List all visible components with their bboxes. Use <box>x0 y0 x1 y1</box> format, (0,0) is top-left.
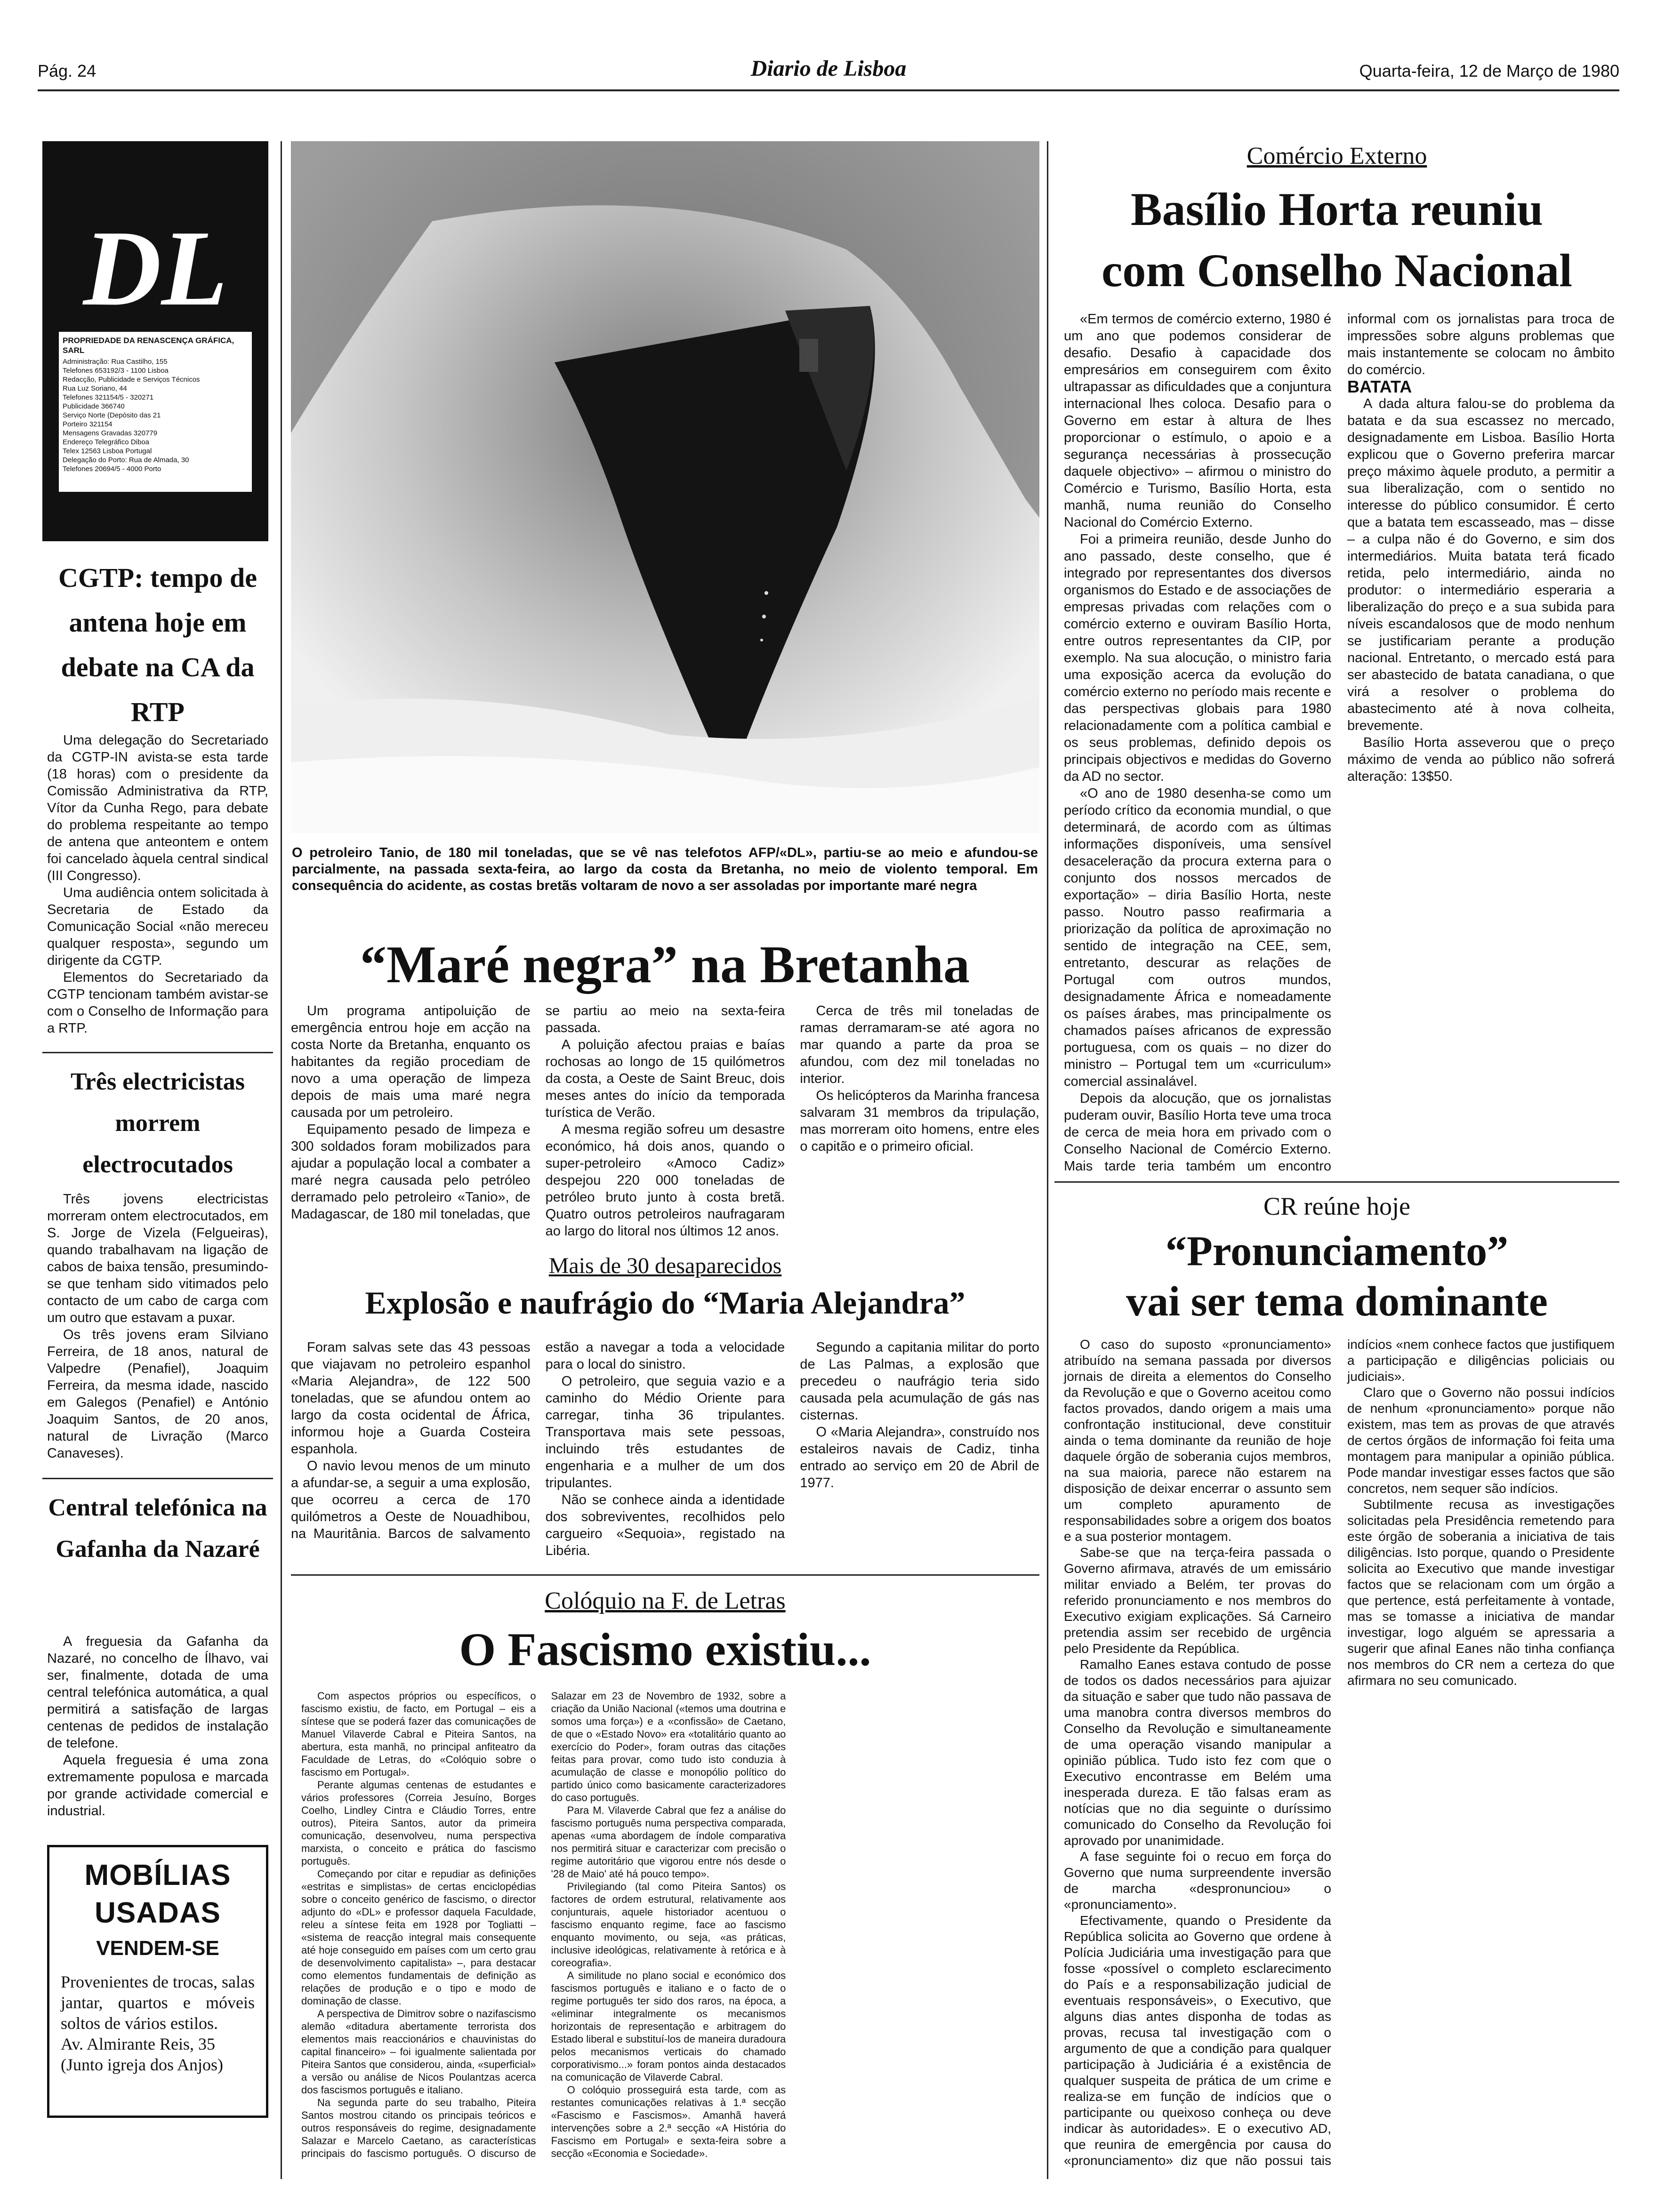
fascismo-headline: O Fascismo existiu... <box>459 1623 871 1675</box>
paragraph: Para M. Vilaverde Cabral que fez a análise do fascismo português numa perspectiva comparada, apenas «uma abordagem de índole comparativa nos permitirá situar e caracterizar com precisão o regime autoritário que vigorou entre nós desde o '28 de Maio' até há pouco tempo». <box>551 1804 786 1880</box>
page-number: Pág. 24 <box>38 61 97 80</box>
paragraph: Subtilmente recusa as investigações solicitadas pela Presidência remetendo para este órgão de soberania a iniciativa de tais diligências. Isto porque, quando o Presidente solicita ao Executivo que mande investigar factos que se relacionam com um órgão a que pertence, está perfeitamente à vontade, mas se tomasse a iniciativa de mandar investigar, logo alguém se apressaria a sugerir que afinal Eanes não tinha confiança nos membros do CR nem a certeza do que afirmara no seu comunicado. <box>1347 1497 1615 1688</box>
alejandra-body <box>291 1339 1039 1570</box>
ad-line-1: MOBÍLIAS <box>84 1859 231 1891</box>
ad-address: Av. Almirante Reis, 35 <box>61 2035 215 2053</box>
paragraph: Efectivamente, quando o Presidente da República solicita ao Governo que ordene à Polícia Judiciária uma investigação para que fosse «possível o completo esclarecimento do País e a responsabilização judicial de eventuais responsáveis», o Executivo, que alguns dias antes disponha de todas as provas, recusa tal investigação com o argumento de que a condição para qualquer participação à Judiciária é a existência de qualquer suspeita de prática de um crime e realiza-se em função de indícios que o participante ou queixoso conheça ou deve indicar às autoridades». E o executivo AD, que reunira de emergência por causa do «pronunciamento» diz que não possui tais indícios «nem conhece factos que justifiquem a participação e diligências policiais ou judiciais». <box>1064 1337 1615 2168</box>
column-rule-right <box>1047 141 1048 2179</box>
info-line: Telefones 321154/5 - 320271 <box>63 393 154 401</box>
paragraph: Elementos do Secretariado da CGTP tencionam também avistar-se com o Conselho de Informação para a RTP. <box>47 970 268 1036</box>
paragraph: Perante algumas centenas de estudantes e vários professores (Correia Jesuíno, Borges Coelho, Lindley Cintra e Cláudio Torres, entre outros), Piteira Santos, autor da primeira comunicação, desenvolveu, numa perspectiva marxista, o conceito e prática do fascismo português. <box>301 1779 536 1867</box>
fascismo-kicker: Colóquio na F. de Letras <box>545 1587 786 1614</box>
column-rule-left <box>281 141 282 2179</box>
alejandra-kicker: Mais de 30 desaparecidos <box>548 1253 782 1278</box>
paragraph: Claro que o Governo não possui indícios de nenhum «pronunciamento» porque não existem, mas tem as provas de que através de certos órgãos de informação foi feita uma montagem para manipular a opinião pública. Pode mandar investigar esses factos que são concretos, nem sequer são indícios. <box>1347 1385 1615 1496</box>
paragraph: Ramalho Eanes estava contudo de posse de todos os dados necessários para ajuizar da situação e saber que tudo não passava de uma manobra contra diversos membros do Conselho da Revolução e simultaneamente de uma operação visando manipular a opinião pública. Tudo isto fez com que o Executivo encontrasse em Belém uma inesperada dureza. E tão falsas eram as notícias que no dia seguinte o duríssimo comunicado do Conselho da Revolução foi aprovado por unanimidade. <box>1064 1657 1331 1848</box>
info-line: Porteiro 321154 <box>63 420 113 428</box>
paragraph: O petroleiro, que seguia vazio e a caminho do Médio Oriente para carregar, tinha 36 tripulantes. Transportava mais sete pessoas, incluindo três estudantes de engenharia e a mulher de um dos tripulantes. <box>545 1374 785 1491</box>
paragraph: Cerca de três mil toneladas de ramas derramaram-se até agora no mar quando a parte da proa se afundou, com dez mil toneladas no interior. <box>800 1003 1039 1086</box>
paragraph: O «Maria Alejandra», construído nos estaleiros navais de Cadiz, tinha entrado ao serviço em 20 de Abril de 1977. <box>800 1425 1039 1491</box>
section-rule <box>291 1574 1039 1576</box>
paragraph: Com aspectos próprios ou específicos, o fascismo existiu, de facto, em Portugal – eis a síntese que se poderá fazer das comunicações de Manuel Vilaverde Cabral e Piteira Santos, na abertura, esta manhã, no principal anfiteatro da Faculdade de Letras, do «Colóquio sobre o fascismo em Portugal». <box>301 1690 536 1778</box>
paragraph: Basílio Horta asseverou que o preço máximo de venda ao público não sofrerá alteração: 13$50. <box>1347 735 1615 784</box>
cr-headline-1: “Pronunciamento” <box>1165 1228 1509 1274</box>
comercio-headline-1: Basílio Horta reuniu <box>1130 183 1544 235</box>
tanker-image <box>291 141 1039 833</box>
paragraph: A poluição afectou praias e baías rochosas ao longo de 15 quilómetros da costa, a Oeste de Saint Breuc, dois meses antes do início da temporada turística de Verão. <box>545 1037 785 1120</box>
paragraph: Uma delegação do Secretariado da CGTP-IN avista-se esta tarde (18 horas) com o presidente da Comissão Administrativa da RTP, Vítor da Cunha Rego, para debate do problema respeitante ao tempo de antena que anteontem e ontem foi cancelado àquela central sindical (III Congresso). <box>47 733 268 883</box>
section-rule <box>1054 1181 1619 1183</box>
section-rule <box>42 1052 273 1053</box>
electricistas-headline: Três electricistas morrem electrocutados <box>70 1068 245 1178</box>
dl-logo: DL <box>83 208 228 328</box>
paragraph: Começando por citar e repudiar as definições «estritas e simplistas» de certas enciclopédias sobre o conceito genérico de fascismo, o director adjunto do «DL» e professor daquela Faculdade, releu a síntese feita em 1928 por Togliatti – «sistema de reacção integral mais consequente até hoje conseguido em países com um certo grau de desenvolvimento capitalista» –, para destacar como elementos fundamentais de definição as relações de produção e o tipo e modo de dominação de classe. <box>301 1868 536 2007</box>
alejandra-headline: Explosão e naufrágio do “Maria Alejandra” <box>365 1285 965 1321</box>
gafanha-headline: Central telefónica na Gafanha da Nazaré <box>48 1494 267 1563</box>
masthead-title: Diario de Lisboa <box>750 56 907 81</box>
comercio-kicker: Comércio Externo <box>1247 143 1427 169</box>
classified-ad <box>47 1845 268 2118</box>
paragraph: Foi a primeira reunião, desde Junho do ano passado, deste conselho, que é integrado por representantes dos diversos organismos do Estado e de associações de empresas privadas com relações com o comércio externo e ouviram Basílio Horta, entre outros representantes da CIP, por exemplo. Na sua alocução, o ministro faria uma exposição acerca da evolução do comércio externo no período mais recente e das perspectivas globais para 1980 relacionadamente com a política cambial e os seus problemas, definido depois os principais objectivos e medidas do Governo da AD no sector. <box>1064 532 1331 784</box>
info-line: Telex 12563 Lisboa Portugal <box>63 447 152 455</box>
gafanha-body <box>47 1633 268 1819</box>
cr-kicker: CR reúne hoje <box>1263 1192 1410 1220</box>
paragraph: Sabe-se que na terça-feira passada o Governo afirmava, através de um emissário militar enviado a Belém, ter provas do referido pronunciamento e nos membros do Executivo exigiam explicações. Sá Carneiro pretendia assim ser recebido de urgência pelo Presidente da República. <box>1064 1545 1331 1656</box>
paragraph: Equipamento pesado de limpeza e 300 soldados foram mobilizados para ajudar a população local a combater a maré negra causada pelo petróleo derramado pelo petroleiro «Tanio», de Madagascar, de 180 mil toneladas, que se partiu ao meio na sexta-feira passada. <box>291 1003 785 1222</box>
info-line: Administração: Rua Castilho, 155 <box>63 358 168 366</box>
paragraph: A freguesia da Gafanha da Nazaré, no concelho de Ílhavo, vai ser, finalmente, dotada de uma central telefónica automática, a qual permitirá a satisfação de largas centenas de pedidos de instalação de telefone. <box>47 1634 268 1751</box>
cgtp-body <box>47 732 268 1037</box>
paragraph: Foram salvas sete das 43 pessoas que viajavam no petroleiro espanhol «Maria Alejandra», de 122 500 toneladas, que se afundou ontem ao largo da costa ocidental de África, informou hoje a Guarda Costeira espanhola. <box>291 1340 531 1457</box>
paragraph: Depois da alocução, que os jornalistas puderam ouvir, Basílio Horta teve uma troca de cerca de meia hora em privado com o Conselho Nacional de Comércio Externo. Mais tarde teria também um encontro informal com os jornalistas para troca de impressões sobre alguns problemas que mais instantemente se colocam no âmbito do comércio. <box>1064 312 1615 1174</box>
paragraph: Um programa antipoluição de emergência entrou hoje em acção na costa Norte da Bretanha, enquanto os habitantes da região procediam de novo a uma operação de limpeza depois de mais uma maré negra causada por um petroleiro. <box>291 1003 531 1120</box>
tanker-photo <box>291 141 1039 833</box>
ad-body: Provenientes de trocas, salas jantar, quartos e móveis soltos de vários estilos. <box>61 1972 255 2033</box>
comercio-body <box>1064 311 1615 1177</box>
paragraph: O navio levou menos de um minuto a afundar-se, a seguir a uma explosão, que ocorreu a cerca de 170 quilómetros a Oeste de Nouadhibou, na Mauritânia. Barcos de salvamento estão a navegar a toda a velocidade para o local do sinistro. <box>291 1340 785 1541</box>
paragraph: Os helicópteros da Marinha francesa salvaram 31 membros da tripulação, mas morreram oito homens, entre eles o capitão e o primeiro oficial. <box>800 1088 1039 1154</box>
cr-headline-2: vai ser tema dominante <box>1126 1278 1548 1325</box>
ad-line-2: USADAS <box>95 1897 221 1929</box>
paragraph: «Em termos de comércio externo, 1980 é um ano que podemos considerar de desafio. Desafio à capacidade dos empresários em conseguirem com êxito ultrapassar as dificuldades que a conjuntura internacional lhes coloca. Desafio para o Governo em estar à altura de lhes proporcionar o estímulo, o apoio e a segurança necessárias à prossecução daquele objectivo» – afirmou o ministro do Comércio e Turismo, Basílio Horta, esta manhã, numa reunião do Conselho Nacional do Comércio Externo. <box>1064 312 1331 530</box>
info-line: Telefones 20694/5 - 4000 Porto <box>63 465 161 473</box>
paragraph: A dada altura falou-se do problema da batata e da sua escassez no mercado, designadamente em Lisboa. Basílio Horta explicou que o Governo preferira marcar preço máximo àquele produto, a permitir a sua liberalização, com o sentido no interesse do público consumidor. É certo que a batata tem escasseado, mas – disse – a culpa não é do Governo, e sim dos intermediários. Muita batata terá ficado retida, pelo intermediário, ainda no produtor: o intermediário esperaria a liberalização do preço e a sua subida para níveis escandalosos que de modo nenhum se justificariam perante a produção nacional. Entretanto, o mercado está para ser abastecido de batata canadiana, o que virá a resolver o problema do abastecimento até à nova colheita, brevemente. <box>1347 396 1615 733</box>
masthead-info <box>59 332 252 492</box>
page-date: Quarta-feira, 12 de Março de 1980 <box>1359 61 1619 80</box>
paragraph: Uma audiência ontem solicitada à Secretaria de Estado da Comunicação Social «não mereceu qualquer resposta», segundo um dirigente da CGTP. <box>47 885 268 968</box>
paragraph: Não se conhece ainda a identidade dos sobreviventes, recolhidos pelo cargueiro «Sequoia», registado na Libéria. <box>545 1492 785 1558</box>
info-line: Endereço Telegráfico Diboa <box>63 438 150 446</box>
cgtp-headline: CGTP: tempo de antena hoje em debate na CA da RTP <box>58 562 257 727</box>
subhead-batata: BATATA <box>1347 377 1412 396</box>
info-line: Publicidade 366740 <box>63 402 125 410</box>
ad-address-note: (Junto igreja dos Anjos) <box>61 2055 223 2074</box>
info-line: Mensagens Gravadas 320779 <box>63 429 157 437</box>
fascismo-body <box>301 1690 1036 2170</box>
paragraph: Aquela freguesia é uma zona extremamente populosa e marcada por grande actividade comercial e industrial. <box>47 1753 268 1819</box>
paragraph: O caso do suposto «pronunciamento» atribuído na semana passada por diversos jornais de direita a elementos do Conselho da Revolução e que o Governo aceitou como factos provados, dando origem a mais uma confrontação institucional, deve constituir ainda o tema dominante da reunião de hoje daquele órgão de soberania cujos membros, na sua maioria, parece não estarem na disposição de deixar encerrar o assunto sem um completo apuramento de responsabilidades sobre a origem dos boatos e a sua posterior montagem. <box>1064 1337 1331 1544</box>
header-rule <box>38 89 1619 91</box>
mare-negra-headline: “Maré negra” na Bretanha <box>360 936 970 994</box>
paragraph: A mesma região sofreu um desastre económico, há dois anos, quando o super-petroleiro «Amoco Cadiz» despejou 220 000 toneladas de petróleo bruto junto à costa bretã. Quatro outros petroleiros naufragaram ao largo do litoral nos últimos 12 anos. <box>545 1122 785 1239</box>
info-line: Telefones 653192/3 - 1100 Lisboa <box>63 367 169 375</box>
comercio-headline-2: com Conselho Nacional <box>1102 244 1572 297</box>
paragraph: Segundo a capitania militar do porto de Las Palmas, a explosão que precedeu o naufrágio teria sido causada pela acumulação de gás nas cisternas. <box>800 1340 1039 1423</box>
paragraph: Os três jovens eram Silviano Ferreira, de 18 anos, natural de Valpedre (Penafiel), Joaquim Ferreira, da mesma idade, nascido em Galegos (Penafiel) e António Joaquim Santos, de 20 anos, natural de Livração (Marco Canaveses). <box>47 1327 268 1461</box>
paragraph: A fase seguinte foi o recuo em força do Governo que numa surpreendente inversão de marcha «despronunciou» o «pronunciamento». <box>1064 1849 1331 1912</box>
paragraph: «O ano de 1980 desenha-se como um período crítico da economia mundial, o que determinará, de acordo com as últimas informações disponíveis, uma sensível desaceleração da procura externa para o conjunto dos nossos mercados de exportação» – diria Basílio Horta, neste passo. Noutro passo reafirmaria a priorização da política de aproximação no sentido de integração na CEE, sem, entretanto, descurar as relações de Portugal com outros mundos, designadamente África e nomeadamente os países árabes, mas principalmente os chamados países africanos de expressão portuguesa, com os quais – no dizer do ministro – Portugal tem um «curriculum» comercial assinalável. <box>1064 786 1331 1089</box>
paragraph: O colóquio prosseguirá esta tarde, com as restantes comunicações relativas à 1.ª secção «Fascismo e Fascismos». Amanhã haverá intervenções sobre a 2.ª secção «A História do Fascismo em Portugal» e sexta-feira sobre a secção «Economia e Sociedade». <box>551 2084 786 2159</box>
section-rule <box>42 1478 273 1479</box>
owner-line: PROPRIEDADE DA RENASCENÇA GRÁFICA, SARL <box>63 336 234 355</box>
photo-caption: O petroleiro Tanio, de 180 mil toneladas, que se vê nas telefotos AFP/«DL», partiu-se ao meio e afundou-se parcialmente, na passada sexta-feira, ao largo da costa da Bretanha, no meio de violento temporal. Em consequência do acidente, as costas bretãs voltaram de novo a ser assoladas por importante maré negra <box>292 845 1038 893</box>
info-line: Rua Luz Soriano, 44 <box>63 385 127 393</box>
paragraph: A similitude no plano social e económico dos fascismos português e italiano e o facto de o regime português ter sido dos raros, na época, a «eliminar integralmente os mecanismos horizontais de representação e arbitragem do Estado liberal e substituí-los de maneira duradoura pelos mecanismos verticais do chamado corporativismo...» foram pontos ainda destacados na comunicação de Vilaverde Cabral. <box>551 1970 786 2083</box>
paragraph: Três jovens electricistas morreram ontem electrocutados, em S. Jorge de Vizela (Felgueiras), quando trabalhavam na ligação de cabos de baixa tensão, presumindo-se que tenham sido vitimados pelo contacto de um cabo de carga com um outro que estavam a puxar. <box>47 1192 268 1325</box>
info-line: Redacção, Publicidade e Serviços Técnicos <box>63 376 200 384</box>
cr-body <box>1064 1337 1615 2174</box>
info-line: Serviço Norte (Depósito das 21 <box>63 411 161 419</box>
electricistas-body <box>47 1191 268 1462</box>
ad-line-3: VENDEM-SE <box>96 1937 219 1960</box>
info-line: Delegação do Porto: Rua de Almada, 30 <box>63 456 189 464</box>
paragraph: Na segunda parte do seu trabalho, Piteira Santos mostrou citando os principais teóricos e outros responsáveis do regime, designadamente Salazar e Marcelo Caetano, as características principais do fascismo português. O discurso de Salazar em 23 de Novembro de 1932, sobre a criação da União Nacional («temos uma doutrina e somos uma força») e a «confissão» de Caetano, de que o «Estado Novo» era «totalitário quanto ao exercício do Poder», foram outras das citações feitas para provar, como tudo isto conduzia à acumulação de classe e monopólio político do partido único como basicamente caracterizadores do caso português. <box>301 1690 786 2159</box>
paragraph: Privilegiando (tal como Piteira Santos) os factores de ordem estrutural, relativamente aos conjunturais, aquele historiador acentuou o fascismo enquanto regime, face ao fascismo enquanto movimento, ou seja, «as práticas, inclusive ideológicas, relativamente à retórica e à coreografia». <box>551 1881 786 1969</box>
mare-negra-body <box>291 1002 1039 1247</box>
paragraph: A perspectiva de Dimitrov sobre o nazifascismo alemão «ditadura abertamente terrorista dos elementos mais reaccionários e chauvinistas do capital financeiro» – foi igualmente salientada por Piteira Santos que considerou, ainda, «superficial» a versão ou análise de Nicos Poulantzas acerca dos fascismos português e italiano. <box>301 2008 536 2096</box>
